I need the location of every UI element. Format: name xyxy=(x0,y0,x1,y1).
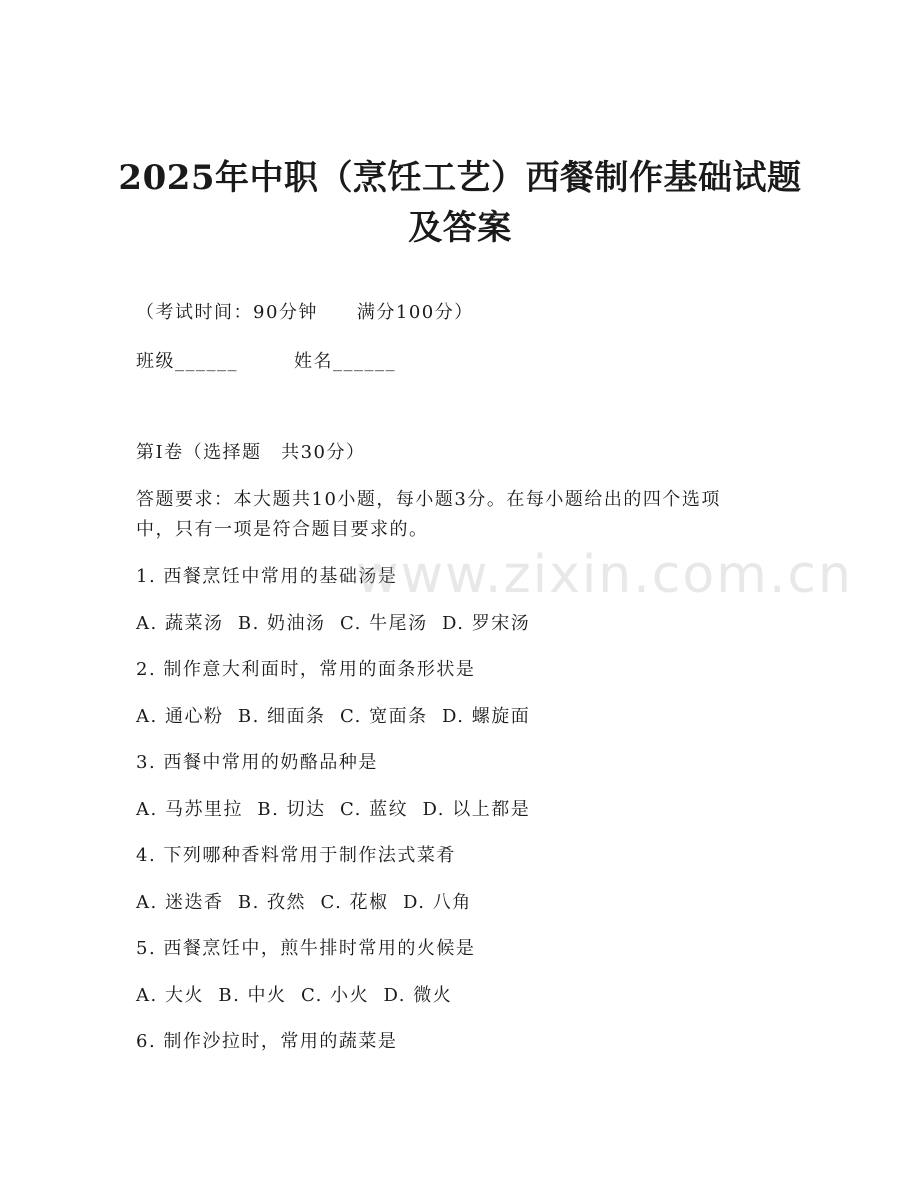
question-4-options: A. 迷迭香 B. 孜然 C. 花椒 D. 八角 xyxy=(136,892,472,913)
question-5-stem: 5. 西餐烹饪中，煎牛排时常用的火候是 xyxy=(136,938,476,959)
instructions-line-2: 中，只有一项是符合题目要求的。 xyxy=(136,519,429,540)
document-title-line-2: 及答案 xyxy=(408,208,512,248)
question-5-options: A. 大火 B. 中火 C. 小火 D. 微火 xyxy=(136,985,453,1006)
question-3-stem: 3. 西餐中常用的奶酪品种是 xyxy=(136,752,378,773)
question-2-stem: 2. 制作意大利面时，常用的面条形状是 xyxy=(136,659,476,680)
class-field: 班级______ xyxy=(136,351,238,372)
section-header: 第Ⅰ卷（选择题 共30分） xyxy=(136,442,366,463)
question-2-options: A. 通心粉 B. 细面条 C. 宽面条 D. 螺旋面 xyxy=(136,706,531,727)
question-1-options: A. 蔬菜汤 B. 奶油汤 C. 牛尾汤 D. 罗宋汤 xyxy=(136,613,531,634)
instructions-line-1: 答题要求：本大题共10小题，每小题3分。在每小题给出的四个选项 xyxy=(136,489,721,510)
name-field: 姓名______ xyxy=(294,351,396,372)
question-1-stem: 1. 西餐烹饪中常用的基础汤是 xyxy=(136,566,398,587)
document-title-line-1: 2025年中职（烹饪工艺）西餐制作基础试题 xyxy=(118,158,802,198)
question-4-stem: 4. 下列哪种香料常用于制作法式菜肴 xyxy=(136,845,456,866)
exam-info: （考试时间：90分钟 满分100分） xyxy=(136,302,474,323)
watermark: www.zixin.com.cn xyxy=(356,545,853,605)
question-3-options: A. 马苏里拉 B. 切达 C. 蓝纹 D. 以上都是 xyxy=(136,799,531,820)
question-6-stem: 6. 制作沙拉时，常用的蔬菜是 xyxy=(136,1031,398,1052)
